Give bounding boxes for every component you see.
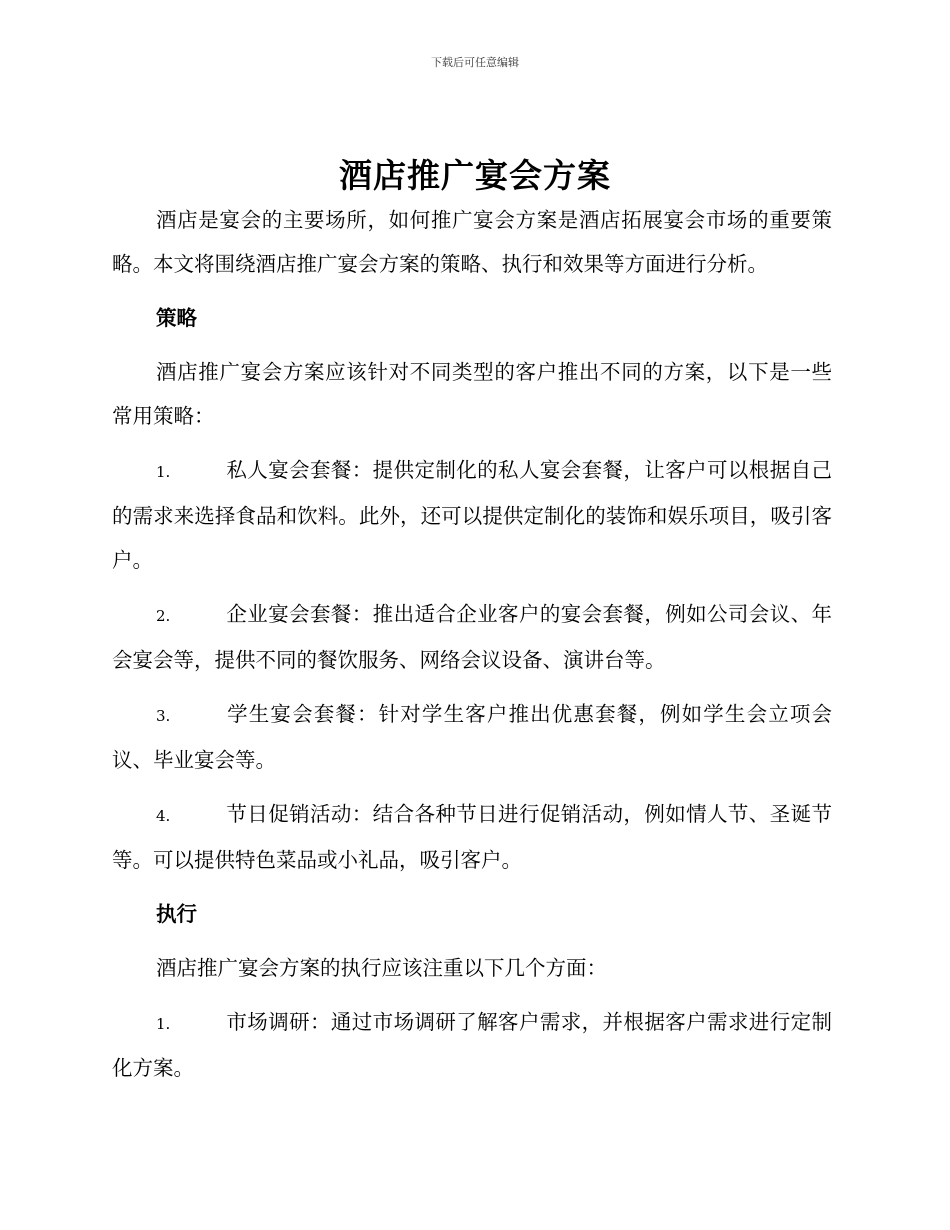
list-item-text: 私人宴会套餐：提供定制化的私人宴会套餐，让客户可以根据自己的需求来选择食品和饮料。此外，还可以提供定制化的装饰和娱乐项目，吸引客户。 xyxy=(112,458,832,572)
list-item-number: 4. xyxy=(156,807,171,825)
list-item-number: 1. xyxy=(156,463,171,481)
execution-lead-paragraph: 酒店推广宴会方案的执行应该注重以下几个方面： xyxy=(156,956,607,980)
list-item-number: 3. xyxy=(156,707,171,725)
strategy-lead-paragraph: 酒店推广宴会方案应该针对不同类型的客户推出不同的方案，以下是一些常用策略： xyxy=(112,360,832,428)
section-heading-strategy: 策略 xyxy=(156,306,197,330)
intro-paragraph: 酒店是宴会的主要场所，如何推广宴会方案是酒店拓展宴会市场的重要策略。本文将围绕酒店推广宴会方案的策略、执行和效果等方面进行分析。 xyxy=(112,208,832,276)
list-item xyxy=(112,692,832,782)
document-title: 酒店推广宴会方案 xyxy=(339,156,611,195)
list-item-text: 节日促销活动：结合各种节日进行促销活动，例如情人节、圣诞节等。可以提供特色菜品或小礼品，吸引客户。 xyxy=(112,802,832,872)
list-item-number: 1. xyxy=(156,1015,171,1033)
list-item-text: 市场调研：通过市场调研了解客户需求，并根据客户需求进行定制化方案。 xyxy=(112,1010,832,1080)
list-item-text: 学生宴会套餐：针对学生客户推出优惠套餐，例如学生会立项会议、毕业宴会等。 xyxy=(112,702,832,772)
header-note: 下载后可任意编辑 xyxy=(431,56,519,69)
list-item xyxy=(112,592,832,682)
list-item xyxy=(112,1000,832,1090)
list-item-text: 企业宴会套餐：推出适合企业客户的宴会套餐，例如公司会议、年会宴会等，提供不同的餐饮服务、网络会议设备、演讲台等。 xyxy=(112,602,832,672)
list-item-number: 2. xyxy=(156,607,171,625)
list-item xyxy=(112,448,832,582)
list-item xyxy=(112,792,832,882)
section-heading-execution: 执行 xyxy=(156,902,197,926)
document-body xyxy=(112,198,832,1100)
